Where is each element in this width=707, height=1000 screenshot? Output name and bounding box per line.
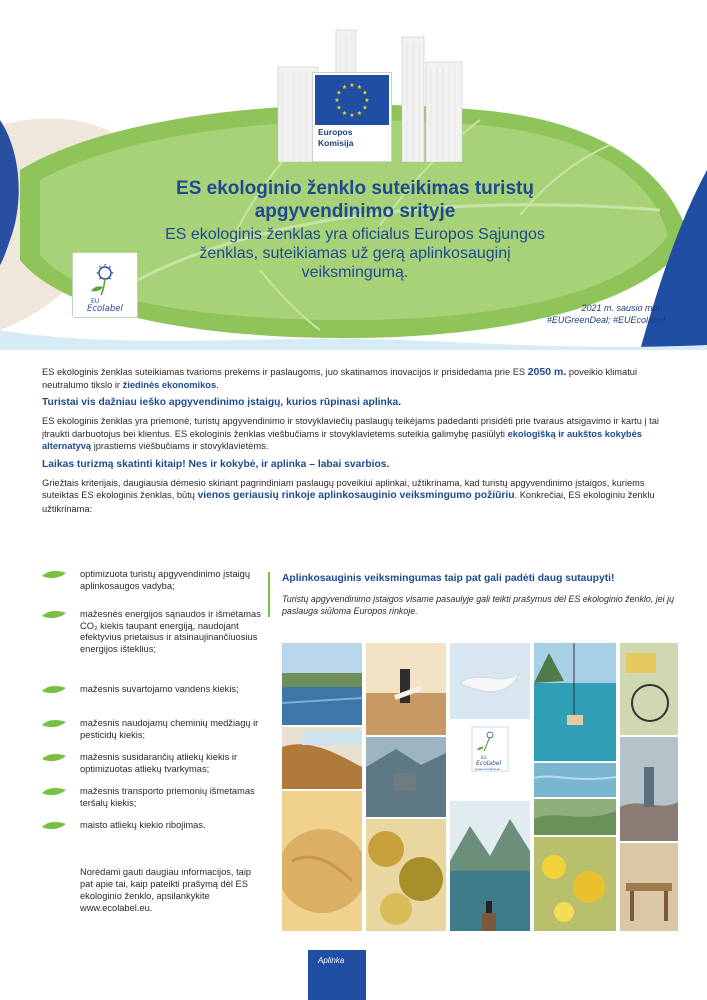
collage-ecolabel-text: Ecolabel <box>476 760 502 767</box>
leaf-bullet-icon <box>42 570 66 580</box>
photo-terrace-table <box>620 843 678 931</box>
svg-text:★: ★ <box>98 276 102 281</box>
svg-text:★: ★ <box>108 276 112 281</box>
photo-cup-outdoors <box>366 737 446 817</box>
leaf-bullet-icon <box>42 753 66 763</box>
list-item: mažesnis transporto priemonių išmetamas teršalų kiekis; <box>42 786 272 820</box>
photo-collage-ecolabel <box>450 721 530 799</box>
list-item: mažesnis suvartojamo vandens kiekis; <box>42 684 272 718</box>
leaf-bullet-icon <box>42 787 66 797</box>
svg-text:★: ★ <box>341 110 348 117</box>
leaf-bullet-icon <box>42 821 66 831</box>
publication-date: 2021 m. sausio mėn. <box>581 303 665 313</box>
svg-text:★: ★ <box>356 110 363 117</box>
svg-text:★: ★ <box>95 271 100 275</box>
list-item: mažesnės energijos sąnaudos ir išmetamas CO₂ kiekis taupant energiją, naudojant efektyvius prietaisus ir atsinaujinančiuosius energijos išteklius; <box>42 609 272 684</box>
photo-boat <box>282 727 362 789</box>
hashtags: #EUGreenDeal; #EUEcolabel <box>546 315 665 325</box>
european-commission-logo <box>312 72 392 162</box>
svg-text:★: ★ <box>349 82 355 89</box>
title-block <box>150 177 560 282</box>
callout-heading: Aplinkosauginis veiksmingumas taip pat gali padėti daug sutaupyti! <box>282 573 615 584</box>
photo-lake-mountains <box>450 801 530 931</box>
leaf-bullet-icon <box>42 685 66 695</box>
more-info-text: Norėdami gauti daugiau informacijos, taip pat apie tai, kaip pateikti prašymą dėl ES ekologinio ženklo, apsilankykite www.ecolabel.eu. <box>80 867 252 913</box>
list-item: mažesnis susidarančių atliekų kiekis ir optimizuotas atliekų tvarkymas; <box>42 752 272 786</box>
collage-eu-text: EU <box>481 755 487 760</box>
photo-hiker <box>620 737 678 841</box>
list-item: mažesnis naudojamų cheminių medžiagų ir pesticidų kiekis; <box>42 718 272 752</box>
subheading-tourists: Turistai vis dažniau ieško apgyvendinimo įstaigų, kurios rūpinasi aplinka. <box>42 397 402 408</box>
svg-text:★: ★ <box>336 104 342 112</box>
ecolabel-name-text: Ecolabel <box>87 304 123 314</box>
organisation-name: Europos Komisija <box>318 127 354 148</box>
leaf-bullet-icon <box>42 719 66 729</box>
photo-collage <box>282 643 678 931</box>
subheading-time-for-tourism: Laikas turizmą skatinti kitaip! Nes ir kokybė, ir aplinka – labai svarbios. <box>42 458 390 470</box>
svg-text:★: ★ <box>110 271 115 275</box>
intro-paragraph-2: ES ekologinis ženklas yra priemonė, turistų apgyvendinimo ir stovyklaviečių paslaugų teikėjams padedanti prisidėti prie tvaraus atsigavimo ir kartu į tai įtraukti darbuotojus bei klientus. ES ekologinis ženklas viešbučiams ir stovyklavietėms suteikia galimybę pasiūlyti ekologišką ir aukštos kokybės alternatyvą įprastiems viešbučiams ir stovyklavietėms. <box>42 416 659 451</box>
photo-coastline <box>282 643 362 725</box>
intro-text <box>42 366 666 520</box>
footer-topic-tag <box>308 950 366 1000</box>
photo-green-hills <box>534 799 616 835</box>
svg-text:★: ★ <box>108 265 112 269</box>
svg-text:★: ★ <box>334 97 340 104</box>
leaf-bullet-icon <box>42 610 66 620</box>
list-item: maisto atliekų kiekio ribojimas. <box>42 820 272 840</box>
svg-text:★: ★ <box>336 89 342 97</box>
svg-text:★: ★ <box>103 263 107 267</box>
list-item: optimizuota turistų apgyvendinimo įstaigų aplinkosaugos vadyba; <box>42 569 272 609</box>
photo-bicycle <box>620 643 678 735</box>
photo-straw-hat <box>282 791 362 931</box>
photo-swing-over-sea <box>534 643 616 761</box>
photo-surfer <box>366 643 446 735</box>
svg-text:★: ★ <box>362 104 368 112</box>
savings-callout <box>268 572 678 617</box>
svg-text:★: ★ <box>98 265 102 269</box>
eu-ecolabel-logo <box>72 252 138 318</box>
photo-autumn-leaves <box>366 819 446 931</box>
date-and-hashtags <box>547 302 665 326</box>
footer-topic-label: Aplinka <box>318 956 345 965</box>
intro-paragraph-1: ES ekologinis ženklas suteikiamas tvarioms prekėms ir paslaugoms, juo skatinamos inovacijos ir prisidedama prie ES 2050 m. poveikio klimatui neutralumo tikslo ir žiedinės ekonomikos. <box>42 366 638 390</box>
svg-text:★: ★ <box>349 112 355 119</box>
eu-flag-icon <box>315 75 389 125</box>
collage-url-text: www.ecolabel.eu <box>475 767 501 771</box>
photo-yellow-flowers <box>534 837 616 931</box>
svg-text:★: ★ <box>362 89 368 97</box>
ecolabel-eu-text: EU <box>91 298 100 305</box>
svg-text:★: ★ <box>356 84 363 91</box>
document-subtitle: ES ekologinis ženklas yra oficialus Europos Sąjungos ženklas, suteikiamas už gerą aplinkosauginį veiksmingumą. <box>165 226 545 281</box>
callout-body: Turistų apgyvendinimo įstaigos visame pasaulyje gali teikti prašymus dėl ES ekologinio ženklo, jei jų paslauga siūloma Europos rinkoje. <box>282 594 675 616</box>
intro-paragraph-3: Griežtais kriterijais, daugiausia dėmesio skiriant pagrindiniam paslaugų poveikiui aplinkai, užtikrinama, kad turistų apgyvendinimo įstaigos, kuriems suteiktas ES ekologinis ženklas, būtų vienos geriausių rinkoje aplinkosauginio veiksmingumo požiūriu. Konkrečiai, ES ekologiniu ženklu užtikrinama: <box>42 477 655 514</box>
photo-scarf-on-sky <box>450 643 530 719</box>
criteria-list <box>42 569 272 840</box>
document-title: ES ekologinio ženklo suteikimas turistų apgyvendinimo srityje <box>176 178 534 222</box>
svg-text:★: ★ <box>341 84 348 91</box>
svg-text:★: ★ <box>364 97 370 104</box>
photo-water-surface <box>534 763 616 797</box>
